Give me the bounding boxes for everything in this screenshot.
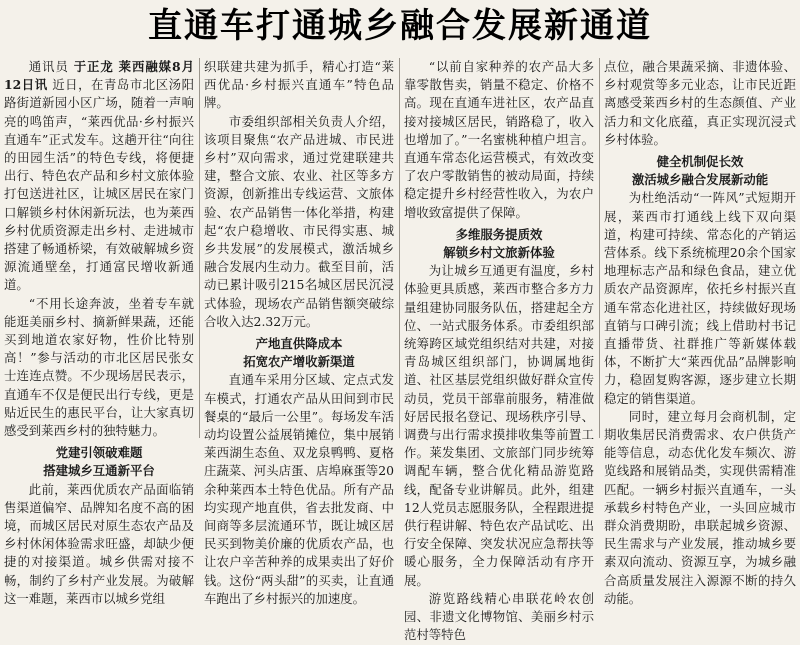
paragraph: 为杜绝活动“一阵风”式短期开展，莱西市打通线上线下双向渠道，构建可持续、常态化的产销运营体系。线下系统梳理20余个国家地理标志产品和绿色食品，建立优质农产品资源库，依托乡村振兴直通车常态化进社区，持续做好现场直销与口碑引流；线上借助村书记直播带货、社群推广等新媒体载体，不断扩大“莱西优品”品牌影响力，稳固复购客源，逐步建立长期稳定的销售渠道。 [604, 190, 796, 406]
paragraph: 为让城乡互通更有温度，乡村体验更具质感，莱西市整合多方力量组建协同服务队伍，搭建起全方位、一站式服务体系。市委组织部统筹跨区域党组织结对共建，对接青岛城区组织部门，协调属地街道、社区基层党组织做好群众宣传动员，党员干部靠前服务，精准做好居民报名登记、现场秩序引导、调费与出行需求摸排收集等前置工作。莱发集团、文旅部门同步统筹调配车辆，整合优化精品游览路线，配备专业讲解员。此外，组建12人党员志愿服务队，全程跟进提供行程讲解、特色农产品试吃、出行安全保障、突发状况应急帮扶等暖心服务，全力保障活动有序开展。 [404, 263, 594, 588]
byline-name: 于正龙 [73, 59, 114, 74]
paragraph: 近日，在青岛市北区汤阳路街道新园小区广场，随着一声响亮的鸣笛声，“莱西优品·乡村振兴直通车”正式发车。这趟开往“向往的田园生活”的特色专线，将便捷出行、特色农产品和乡村文旅体验打包送进社区，让城区居民在家门口解锁乡村休闲新玩法，也为莱西乡村优质资源走出乡村、走进城市搭建了畅通桥梁，有效破解城乡资源流通壁垒，打通富民增收新通道。 [4, 77, 194, 293]
section-subhead: 健全机制促长效 [656, 154, 744, 170]
paragraph: 同时，建立每月会商机制，定期收集居民消费需求、农户供货产能等信息，动态优化发车频次、游览线路和展销品类，实现供需精准匹配。一辆乡村振兴直通车，一头承载乡村特色产业，一头回应城市群众消费期盼，串联起城乡资源、民生需求与产业发展，推动城乡要素双向流动、资源互享，为城乡融合高质量发展注入源源不断的持久动能。 [604, 408, 796, 606]
paragraph: 织联建共建为抓手，精心打造“莱西优品·乡村振兴直通车”特色品牌。 [204, 59, 394, 111]
byline-label: 通讯员 [28, 59, 69, 74]
column-divider [399, 58, 400, 438]
section-subhead: 产地直供降成本 [255, 336, 343, 352]
section-subhead: 拓宽农产增收新渠道 [243, 354, 355, 370]
byline [4, 58, 194, 295]
article-column-4 [604, 58, 796, 606]
article-column-1 [4, 58, 194, 606]
article-column-2 [204, 58, 394, 606]
paragraph: 此前，莱西优质农产品面临销售渠道偏窄、品牌知名度不高的困境，而城区居民对原生态农产品及乡村休闲体验需求旺盛，却缺少便捷的对接渠道。城乡供需对接不畅，制约了乡村产业发展。为破解这一难题，莱西市以城乡党组 [4, 481, 194, 606]
paragraph: 点位，融合果蔬采摘、非遗体验、乡村观赏等多元业态，让市民近距离感受莱西乡村的生态颜值、产业活力和文化底蕴，真正实现沉浸式乡村体验。 [604, 59, 796, 147]
paragraph: 市委组织部相关负责人介绍，该项目聚焦“农产品进城、市民进乡村”双向需求，通过党建联建共建，整合文旅、农业、社区等多方资源，创新推出专线运营、文旅体验、农产品销售一体化举措，构建起“农户稳增收、市民得实惠、城乡共发展”的发展模式，激活城乡融合发展内生动力。截至目前，活动已累计吸引215名城区居民沉浸式体验，现场农产品销售额突破综合收入达2.32万元。 [204, 113, 394, 329]
section-subhead: 多维服务提质效 [455, 226, 543, 242]
article-column-3 [404, 58, 594, 643]
byline-source: 莱西融媒8月12日讯 [4, 59, 194, 93]
section-subhead: 激活城乡融合发展新动能 [631, 172, 769, 188]
paragraph: 直通车采用分区域、定点式发车模式，打通农产品从田间到市民餐桌的“最后一公里”。每场发车活动均设置公益展销摊位，集中展销莱西湖生态鱼、双龙泉鸭鸭、夏格庄蔬菜、河头店蛋、店埠麻蛋等20余种莱西本土特色优品。所有产品均实现产地直供，省去批发商、中间商等多层流通环节，既让城区居民买到物美价廉的优质农产品，也让农户辛苦种养的成果卖出了好价钱。这份“两头甜”的买卖，让直通车跑出了乡村振兴的加速度。 [204, 372, 394, 606]
column-divider [599, 58, 600, 438]
column-divider [199, 58, 200, 438]
paragraph: “以前自家种养的农产品大多靠零散售卖，销量不稳定、价格不高。现在直通车进社区，农产品直接对接城区居民，销路稳了，收入也增加了。”一名蜜桃种植户坦言。直通车常态化运营模式，有效改变了农户零散销售的被动局面，持续稳定提升乡村经营性收入，为农户增收致富提供了保障。 [404, 59, 594, 220]
article-headline: 直通车打通城乡融合发展新通道 [148, 6, 652, 46]
section-subhead: 党建引领破难题 [55, 445, 143, 461]
section-subhead: 解锁乡村文旅新体验 [443, 245, 555, 261]
paragraph: 游览路线精心串联花岭农创园、非遗文化博物馆、美丽乡村示范村等特色 [404, 590, 594, 643]
section-subhead: 搭建城乡互通新平台 [43, 463, 155, 479]
paragraph: “不用长途奔波，坐着专车就能逛美丽乡村、摘新鲜果蔬，还能买到地道农家好物，性价比特别高！”参与活动的市北区居民张女士连连点赞。不少现场居民表示，直通车不仅是便民出行专线，更是贴近民生的惠民平台，让大家真切感受到莱西乡村的独特魅力。 [4, 295, 194, 439]
